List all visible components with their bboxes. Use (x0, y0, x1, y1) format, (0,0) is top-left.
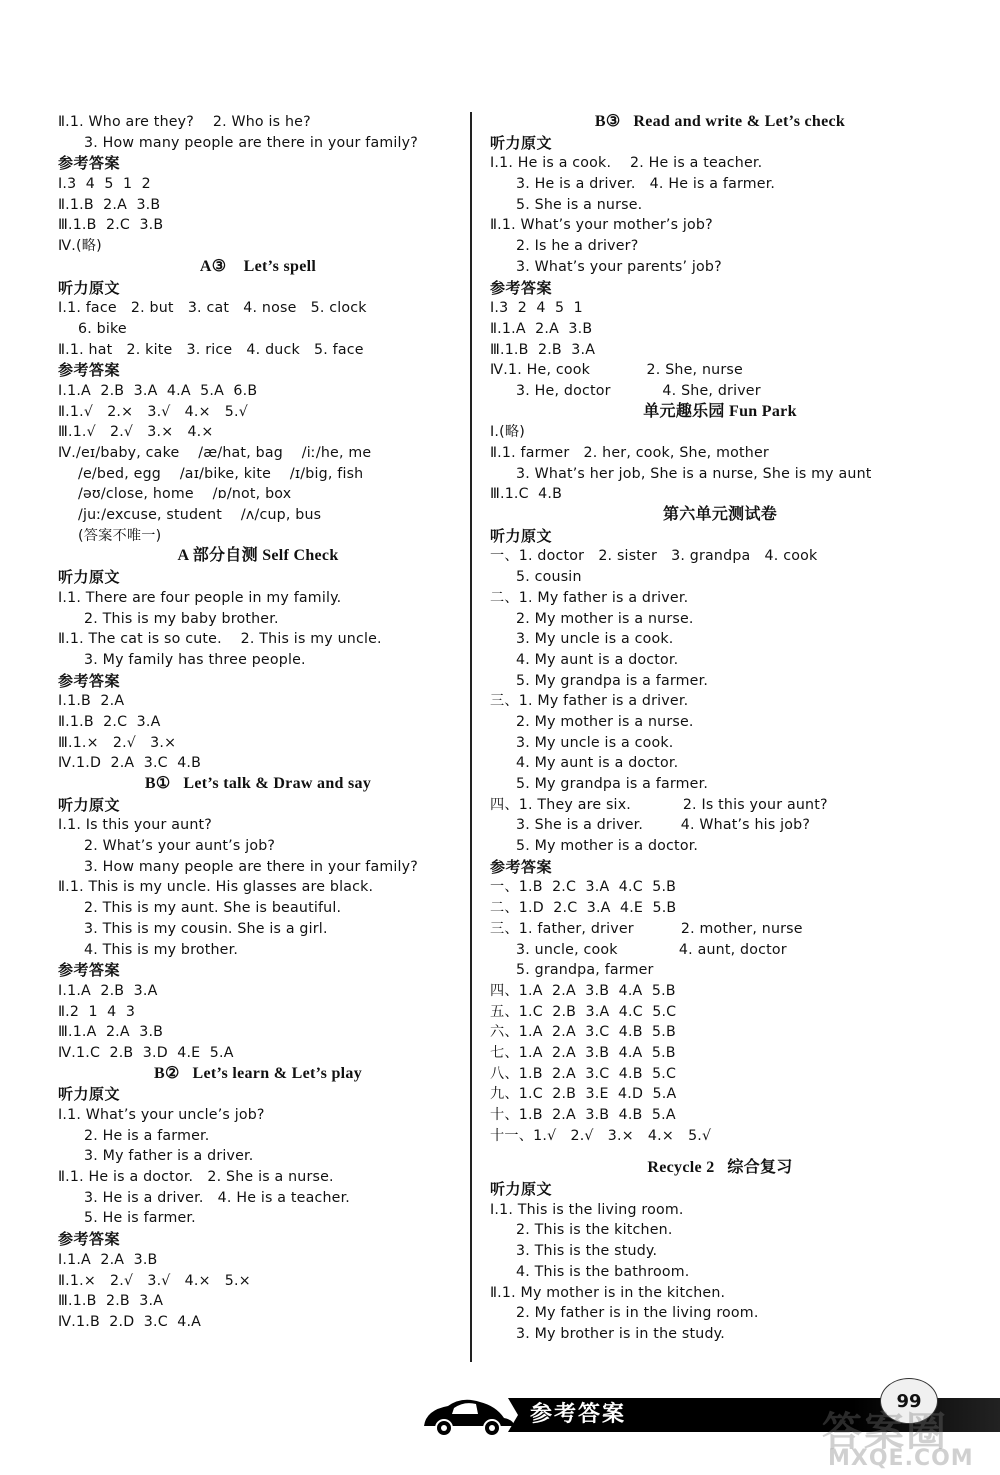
section-label: 听力原文 (58, 278, 121, 297)
section-label: 参考答案 (490, 278, 553, 297)
text-line: 3. He is a driver. 4. He is a teacher. (84, 1189, 351, 1206)
text-line: 十一、1.√ 2.√ 3.× 4.× 5.√ (490, 1127, 712, 1144)
text-line: Ⅲ.1.B 2.C 3.B (58, 217, 164, 234)
text-line: 3. How many people are there in your family? (84, 134, 418, 151)
text-line: 3. My brother is in the study. (516, 1325, 725, 1342)
section-label: 参考答案 (58, 154, 121, 173)
text-line: Ⅱ.1. This is my uncle. His glasses are black. (58, 879, 374, 896)
text-line: 5. grandpa, farmer (516, 962, 654, 979)
text-line: 3. My uncle is a cook. (516, 734, 674, 751)
section-label: 参考答案 (58, 361, 121, 380)
text-line: Ⅰ.3 4 5 1 2 (58, 176, 151, 193)
section-heading: 单元趣乐园 Fun Park (643, 402, 797, 420)
text-line: Ⅰ.3 2 4 5 1 (490, 300, 583, 317)
section-label: 听力原文 (490, 1180, 553, 1199)
text-line: Ⅱ.1.A 2.A 3.B (490, 320, 593, 337)
text-line: Ⅱ.1.√ 2.× 3.√ 4.× 5.√ (58, 403, 248, 420)
text-line: 2. This is my aunt. She is beautiful. (84, 900, 342, 917)
text-line: (答案不唯一) (78, 527, 162, 544)
text-line: 5. My grandpa is a farmer. (516, 672, 709, 689)
text-line: 二、1.D 2.C 3.A 4.E 5.B (490, 900, 677, 917)
column-divider (470, 112, 472, 1362)
text-line: Ⅱ.1.B 2.C 3.A (58, 713, 161, 730)
text-line: Ⅰ.1.A 2.A 3.B (58, 1251, 158, 1268)
text-line: 十、1.B 2.A 3.B 4.B 5.A (490, 1107, 676, 1123)
text-line: 4. My aunt is a doctor. (516, 755, 679, 772)
text-line: 四、1. They are six. 2. Is this your aunt? (490, 796, 828, 813)
text-line: 5. He is farmer. (84, 1210, 196, 1227)
text-line: 九、1.C 2.B 3.E 4.D 5.A (490, 1086, 677, 1103)
text-line: 3. What’s your parents’ job? (516, 258, 722, 275)
text-line: Ⅲ.1.B 2.B 3.A (490, 341, 596, 358)
text-line: Ⅰ.1.A 2.B 3.A (58, 982, 158, 999)
text-line: 5. My mother is a doctor. (516, 838, 699, 855)
text-line: Ⅳ.1.B 2.D 3.C 4.A (58, 1313, 202, 1330)
text-line: 3. She is a driver. 4. What’s his job? (516, 817, 811, 834)
left-column (58, 112, 458, 1333)
text-line: Ⅰ.1. What’s your uncle’s job? (58, 1107, 265, 1123)
section-label: 听力原文 (490, 526, 553, 545)
text-line: 3. uncle, cook 4. aunt, doctor (516, 941, 787, 958)
section-heading: 第六单元测试卷 (662, 506, 778, 524)
text-line: Ⅲ.1.C 4.B (490, 486, 563, 503)
text-line: 2. He is a farmer. (84, 1127, 210, 1144)
text-line: Ⅲ.1.√ 2.√ 3.× 4.× (58, 424, 214, 441)
text-line: 4. This is my brother. (84, 941, 239, 958)
text-line: Ⅳ.(略) (58, 238, 102, 255)
text-line: 5. She is a nurse. (516, 196, 643, 213)
section-label: 参考答案 (58, 961, 121, 980)
text-line: Ⅳ.1. He, cook 2. She, nurse (490, 362, 743, 379)
text-line: 5. cousin (516, 569, 582, 586)
text-line: 2. What’s your aunt’s job? (84, 838, 276, 855)
text-line: Ⅰ.1.A 2.B 3.A 4.A 5.A 6.B (58, 382, 258, 399)
text-line: 3. This is my cousin. She is a girl. (84, 920, 328, 937)
text-line: Ⅲ.1.B 2.B 3.A (58, 1293, 164, 1310)
section-heading: B③ Read and write & Let’s check (594, 113, 846, 130)
text-line: 一、1.B 2.C 3.A 4.C 5.B (490, 879, 677, 896)
text-line: 2. Is he a driver? (516, 238, 639, 255)
section-label: 听力原文 (58, 568, 121, 587)
page-number: 99 (880, 1378, 938, 1424)
text-line: Ⅰ.1. This is the living room. (490, 1201, 684, 1218)
text-line: Ⅱ.1.B 2.A 3.B (58, 196, 161, 213)
text-line: Ⅰ.1. There are four people in my family. (58, 589, 342, 606)
right-column (490, 112, 950, 1345)
text-line: Ⅱ.1. What’s your mother’s job? (490, 217, 713, 234)
text-line: 3. He, doctor 4. She, driver (516, 382, 761, 399)
text-line: 3. He is a driver. 4. He is a farmer. (516, 176, 776, 193)
spacer (490, 1146, 950, 1158)
section-label: 听力原文 (490, 133, 553, 152)
car-icon (418, 1392, 518, 1438)
text-line: 三、1. My father is a driver. (490, 693, 689, 710)
text-line: 3. How many people are there in your family? (84, 858, 418, 875)
text-line: Ⅱ.1. He is a doctor. 2. She is a nurse. (58, 1169, 334, 1186)
text-line: Ⅳ.1.D 2.A 3.C 4.B (58, 755, 202, 772)
text-line: 2. This is my baby brother. (84, 610, 279, 627)
text-line: 七、1.A 2.A 3.B 4.A 5.B (490, 1044, 676, 1061)
text-line: 3. My family has three people. (84, 651, 306, 668)
text-line: Ⅰ.1. He is a cook. 2. He is a teacher. (490, 155, 763, 172)
text-line: /e/bed, egg /aɪ/bike, kite /ɪ/big, fish (78, 465, 364, 482)
text-line: 一、1. doctor 2. sister 3. grandpa 4. cook (490, 548, 818, 565)
text-line: Ⅱ.1. Who are they? 2. Who is he? (58, 114, 311, 130)
section-heading: B② Let’s learn & Let’s play (153, 1064, 363, 1082)
text-line: 3. This is the study. (516, 1243, 658, 1260)
text-line: Ⅱ.2 1 4 3 (58, 1003, 136, 1020)
text-line: 3. My uncle is a cook. (516, 631, 674, 648)
text-line: 三、1. father, driver 2. mother, nurse (490, 920, 803, 937)
section-label: 参考答案 (490, 857, 553, 876)
section-heading: B① Let’s talk & Draw and say (144, 775, 372, 792)
text-line: 4. This is the bathroom. (516, 1263, 690, 1280)
section-label: 参考答案 (58, 1230, 121, 1249)
text-line: /əʊ/close, home /ɒ/not, box (78, 486, 292, 503)
text-line: /juː/excuse, student /ʌ/cup, bus (78, 507, 322, 524)
text-line: Ⅳ./eɪ/baby, cake /æ/hat, bag /iː/he, me (58, 445, 372, 461)
text-line: 2. This is the kitchen. (516, 1222, 673, 1239)
text-line: 3. My father is a driver. (84, 1148, 254, 1165)
text-line: Ⅰ.1. Is this your aunt? (58, 817, 213, 834)
section-heading: A 部分自测 Self Check (177, 547, 339, 565)
text-line: Ⅰ.(略) (490, 424, 525, 441)
text-line: 4. My aunt is a doctor. (516, 651, 679, 668)
text-line: Ⅳ.1.C 2.B 3.D 4.E 5.A (58, 1044, 234, 1061)
text-line: 6. bike (78, 320, 127, 337)
text-line: 3. What’s her job, She is a nurse, She is my aunt (516, 465, 872, 482)
section-label: 参考答案 (58, 671, 121, 690)
text-line: Ⅱ.1. My mother is in the kitchen. (490, 1284, 726, 1301)
watermark-text: 答案圈 (822, 1409, 948, 1455)
section-heading: A③ Let’s spell (199, 257, 317, 275)
footer-title: 参考答案 (530, 1402, 627, 1427)
text-line: 2. My mother is a nurse. (516, 713, 694, 730)
section-heading: Recycle 2 综合复习 (647, 1159, 793, 1177)
text-line: Ⅱ.1. farmer 2. her, cook, She, mother (490, 445, 769, 461)
text-line: Ⅰ.1. face 2. but 3. cat 4. nose 5. clock (58, 300, 367, 317)
watermark-logo (822, 1400, 1000, 1475)
text-line: 二、1. My father is a driver. (490, 589, 689, 606)
text-line: 2. My father is in the living room. (516, 1305, 759, 1322)
text-line: 五、1.C 2.B 3.A 4.C 5.C (490, 1003, 677, 1020)
text-line: 四、1.A 2.A 3.B 4.A 5.B (490, 982, 676, 999)
section-label: 听力原文 (58, 795, 121, 814)
text-line: Ⅲ.1.A 2.A 3.B (58, 1024, 164, 1041)
text-line: 2. My mother is a nurse. (516, 610, 694, 627)
text-line: Ⅰ.1.B 2.A (58, 693, 125, 710)
text-line: Ⅱ.1.× 2.√ 3.√ 4.× 5.× (58, 1272, 251, 1289)
text-line: 八、1.B 2.A 3.C 4.B 5.C (490, 1065, 677, 1082)
section-label: 听力原文 (58, 1085, 121, 1104)
text-line: Ⅱ.1. hat 2. kite 3. rice 4. duck 5. face (58, 341, 364, 358)
watermark-url: MXQE.COM (828, 1446, 974, 1471)
text-line: 5. My grandpa is a farmer. (516, 776, 709, 792)
text-line: 六、1.A 2.A 3.C 4.B 5.B (490, 1024, 676, 1041)
text-line: Ⅲ.1.× 2.√ 3.× (58, 734, 177, 751)
text-line: Ⅱ.1. The cat is so cute. 2. This is my uncle. (58, 631, 382, 648)
